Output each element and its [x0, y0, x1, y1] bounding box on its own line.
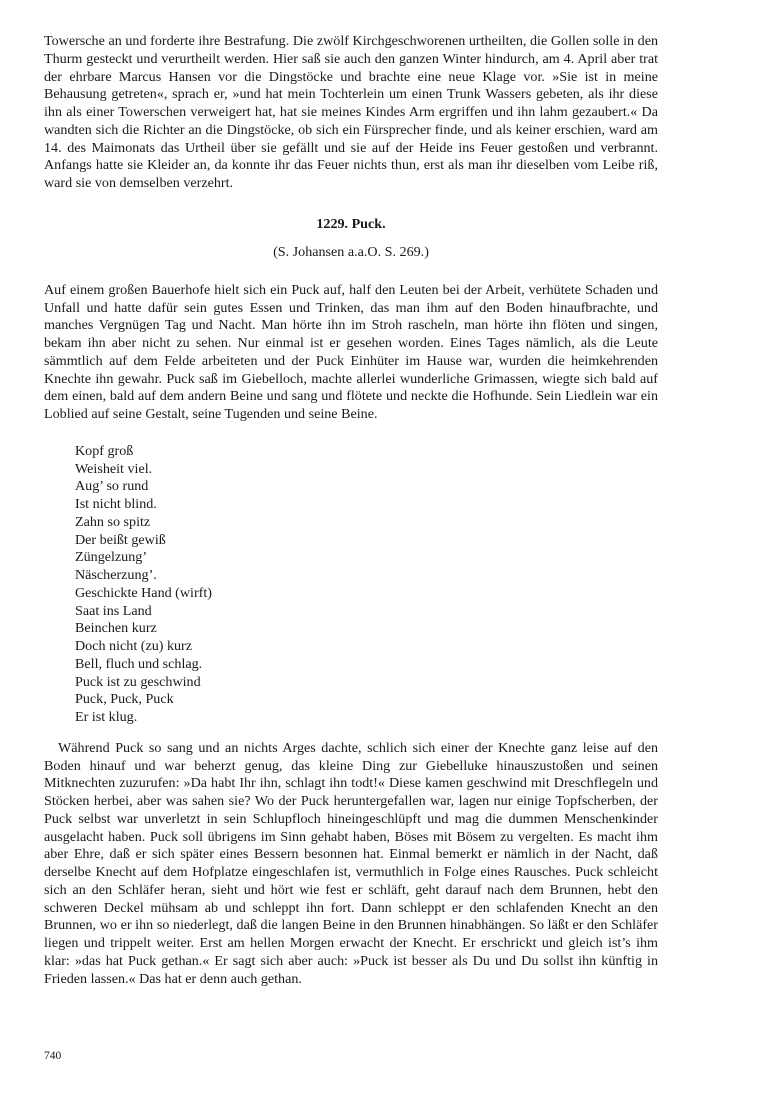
page-body	[44, 33, 658, 988]
poem-line: Näscherzung’.	[75, 567, 157, 583]
poem-line: Aug’ so rund	[75, 478, 149, 495]
story-paragraph-2: Während Puck so sang und an nichts Arges dachte, schlich sich einer der Knechte ganz leise auf den Boden hinauf und war beherzt genug, das kleine Ding zur Giebelluke hinauszustoßen und seinen Mitknechten zuzurufen: »Da habt Ihr ihn, schlagt ihn todt!« Diese kamen geschwind mit Dreschflegeln und Stöcken herbei, aber was sahen sie? Wo der Puck heruntergefallen war, lagen nur einige Topfscherben, der Puck selbst war unverletzt in sein Schlupfloch hineingeschlüpft und mag die dummen Menschenkinder ausgelacht haben. Puck soll übrigens im Sinn gehabt haben, Böses mit Bösem zu vergelten. Es macht ihm aber Ehre, daß er sich später eines Bessern besonnen hat. Einmal bemerkt er nämlich in der Nacht, daß derselbe Knecht auf dem Hofplatze eingeschlafen ist, vermuthlich in Folge eines Rausches. Puck schleicht sich an den Schläfer heran, sieht und hört wie fest er schläft, geht darauf nach dem Brunnen, hebt den schweren Deckel mühsam ab und schleppt ihn fort. Dann schleppt er den schlafenden Knecht an den Brunnen, wo er ihn so niederlegt, daß die langen Beine in den Brunnen hinabhängen. So läßt er den Schläfer liegen und trippelt weiter. Erst am hellen Morgen erwacht der Knecht. Er erschrickt und gleich ist’s ihm klar: »das hat Puck gethan.« Er sagt sich aber auch: »Puck ist besser als Du und Du sollst ihn künftig in Frieden lassen.« Das hat er denn auch gethan.	[44, 739, 658, 987]
section-title: 1229. Puck.	[316, 215, 386, 232]
page-number: 740	[44, 1050, 62, 1062]
intro-paragraph: Towersche an und forderte ihre Bestrafung. Die zwölf Kirchgeschworenen urtheilten, die Gollen solle in den Thurm gesteckt und verurtheilt werden. Hier saß sie auch den ganzen Winter hindurch, am 4. April aber trat der ehrbare Marcus Hansen vor die Dingstöcke und brachte eine neue Klage vor. »Sie ist in meine Behausung getreten«, sprach er, »und hat mein Tochterlein um einen Trunk Wassers gebeten, als ihr diese ihn als einer Towerschen verweigert hat, hat sie meines Kindes Arm ergriffen und ihn lahm gezaubert.« Da wandten sich die Richter an die Dingstöcke, ob sich ein Fürsprecher finde, und als keiner erschien, ward am 14. des Maimonats das Urtheil über sie gefällt und sie auf der Heide ins Feuer gestoßen und verbrannt. Anfangs hatte sie Kleider an, da konnte ihr das Feuer nichts thun, erst als man ihr dieselben vom Leibe riß, ward sie von demselben verzehrt.	[44, 33, 658, 191]
poem-line: Weisheit viel.	[75, 460, 153, 477]
poem-line: Saat ins Land	[75, 602, 152, 619]
poem-line: Kopf groß	[75, 442, 134, 459]
poem-line: Der beißt gewiß	[75, 531, 166, 548]
poem-line: Puck, Puck, Puck	[75, 691, 174, 708]
story-paragraph-1: Auf einem großen Bauerhofe hielt sich ein Puck auf, half den Leuten bei der Arbeit, verhütete Schaden und Unfall und hatte dafür sein gutes Essen und Trinken, das man ihm auf den Boden hinaufbrachte, und manches Vergnügen Tag und Nacht. Man hörte ihn im Stroh rascheln, man hörte ihn flöten und singen, bekam ihn aber nicht zu sehen. Nur einmal ist er gesehen worden. Eines Tages nämlich, als die Leute sämmtlich auf dem Felde arbeiteten und der Puck Einhüter im Hause war, wurden die heimkehrenden Knechte ihn gewahr. Puck saß im Giebelloch, machte allerlei wunderliche Grimassen, wiegte sich bald auf dem einen, bald auf dem andern Beine und sang und flötete und neckte die Hofhunde. Sein Liedlein war ein Loblied auf seine Gestalt, seine Tugenden und seine Beine.	[44, 281, 658, 422]
poem-line: Geschickte Hand (wirft)	[75, 584, 212, 601]
poem-line: Ist nicht blind.	[75, 496, 157, 512]
poem-line: Züngelzung’	[75, 549, 148, 566]
poem-line: Beinchen kurz	[75, 620, 157, 637]
poem-line: Puck ist zu geschwind	[75, 673, 201, 690]
poem-line: Zahn so spitz	[75, 513, 151, 530]
poem	[75, 443, 658, 727]
poem-line: Bell, fluch und schlag.	[75, 655, 203, 672]
poem-line: Er ist klug.	[75, 709, 138, 725]
section-source: (S. Johansen a.a.O. S. 269.)	[273, 243, 429, 260]
poem-line: Doch nicht (zu) kurz	[75, 638, 193, 654]
